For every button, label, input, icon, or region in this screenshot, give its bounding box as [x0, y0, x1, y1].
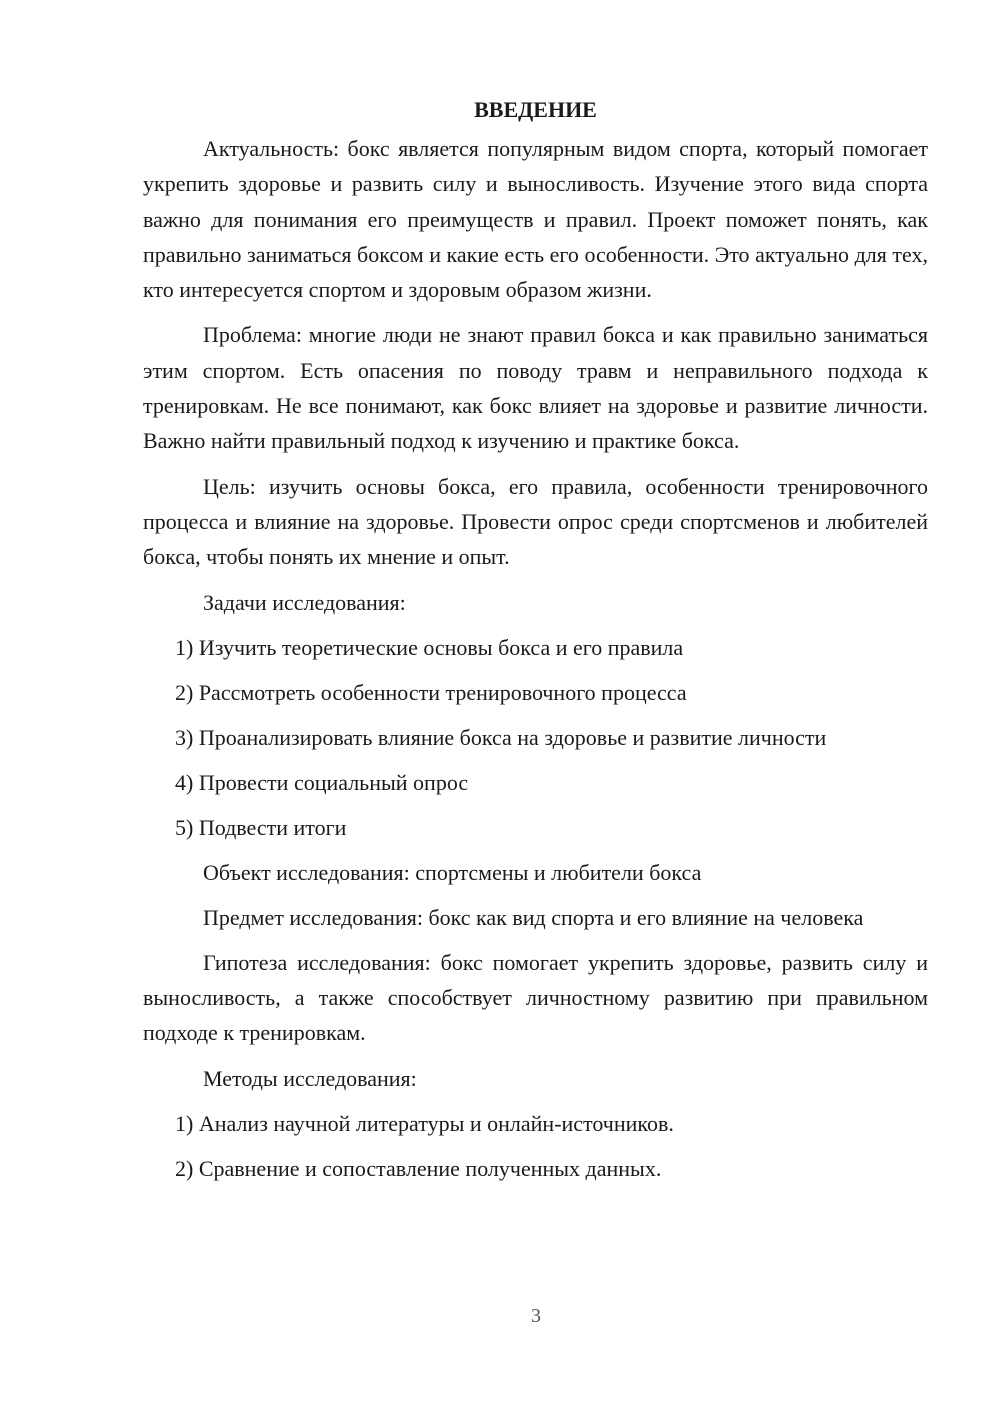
page-title: ВВЕДЕНИЕ	[474, 97, 597, 122]
hypothesis-paragraph: Гипотеза исследования: бокс помогает укрепить здоровье, развить силу и выносливость, а также способствует личностному развитию при правильном подходе к тренировкам.	[143, 949, 928, 1046]
task-item: 5) Подвести итоги	[175, 814, 347, 840]
task-item: 1) Изучить теоретические основы бокса и его правила	[175, 634, 684, 660]
page-number: 3	[531, 1305, 541, 1327]
method-item: 1) Анализ научной литературы и онлайн-источников.	[175, 1110, 674, 1136]
task-item: 2) Рассмотреть особенности тренировочного процесса	[175, 679, 687, 705]
task-item: 4) Провести социальный опрос	[175, 769, 469, 795]
subject-paragraph: Предмет исследования: бокс как вид спорта и его влияние на человека	[203, 904, 864, 930]
document-page	[143, 95, 928, 1186]
method-item: 2) Сравнение и сопоставление полученных данных.	[175, 1155, 662, 1181]
object-paragraph: Объект исследования: спортсмены и любители бокса	[203, 859, 702, 885]
tasks-heading: Задачи исследования:	[203, 589, 406, 615]
problem-paragraph: Проблема: многие люди не знают правил бокса и как правильно заниматься этим спортом. Есть опасения по поводу травм и неправильного подхода к тренировкам. Не все понимают, как бокс влияет на здоровье и развитие личности. Важно найти правильный подход к изучению и практике бокса.	[143, 322, 928, 454]
goal-paragraph: Цель: изучить основы бокса, его правила, особенности тренировочного процесса и влияние на здоровье. Провести опрос среди спортсменов и любителей бокса, чтобы понять их мнение и опыт.	[143, 473, 928, 570]
relevance-paragraph: Актуальность: бокс является популярным видом спорта, который помогает укрепить здоровье и развить силу и выносливость. Изучение этого вида спорта важно для понимания его преимуществ и правил. Проект поможет понять, как правильно заниматься боксом и какие есть его особенности. Это актуально для тех, кто интересуется спортом и здоровым образом жизни.	[143, 136, 928, 303]
task-item: 3) Проанализировать влияние бокса на здоровье и развитие личности	[175, 724, 827, 750]
methods-heading: Методы исследования:	[203, 1065, 417, 1091]
